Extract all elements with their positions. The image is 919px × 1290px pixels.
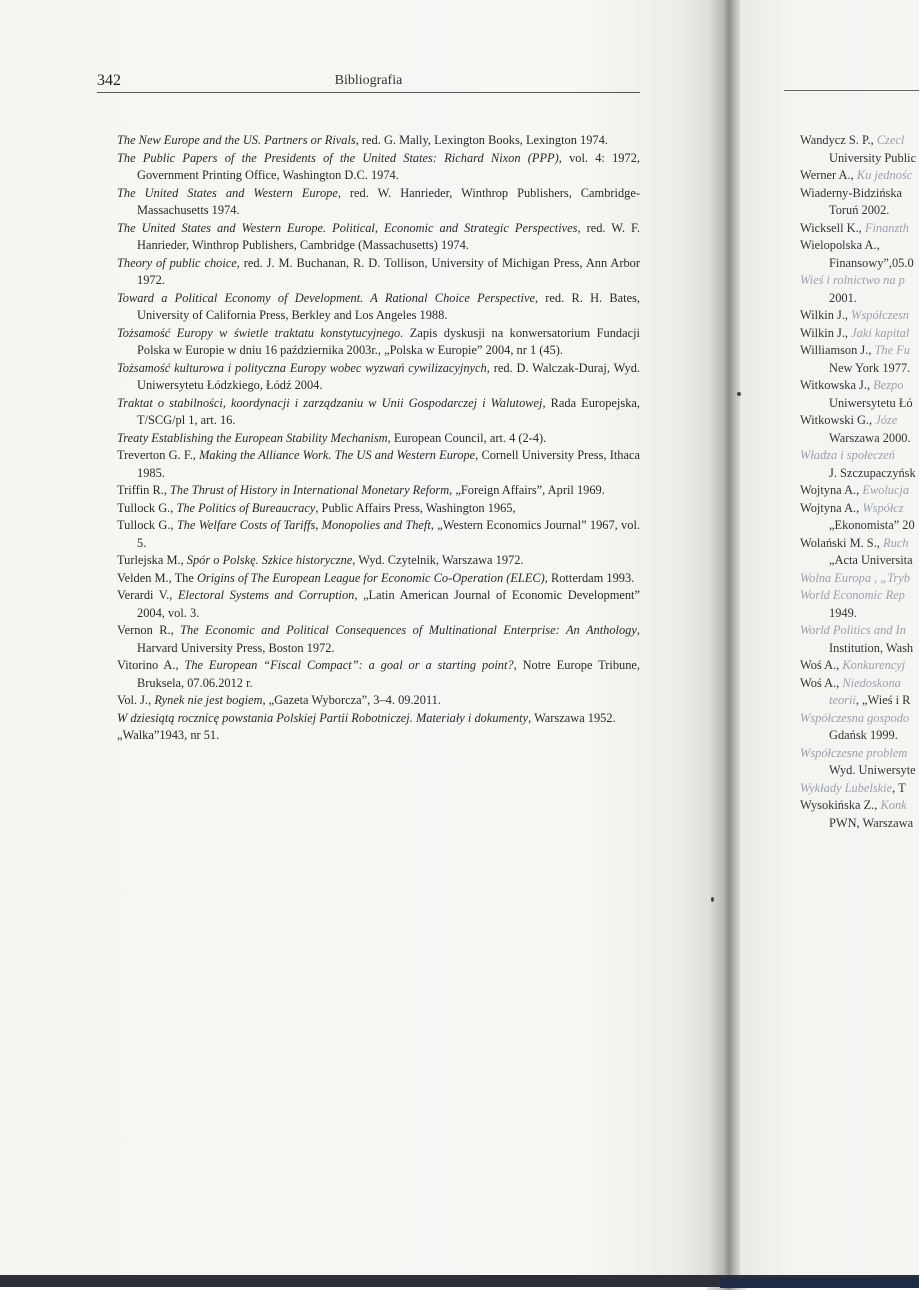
right-page-line (800, 745, 919, 763)
entry-title: Origins of The European League for Economic Co-Operation (ELEC) (196, 570, 545, 585)
line-faded-title: Wieś i rolnictwo na p (800, 273, 905, 287)
line-text: Institution, Wash (829, 640, 914, 655)
entry-author: Vol. J., (117, 693, 155, 707)
right-page-line (800, 447, 919, 465)
bibliography-entry (117, 290, 640, 325)
bibliography-entry (117, 447, 640, 482)
line-text: Witkowska J., (800, 378, 874, 392)
entry-details: , red. R. H. Bates, University of California Press, Berkley and Los Angeles 1988. (137, 290, 640, 322)
line-text: Wandycz S. P., (800, 133, 877, 147)
entry-title: Tożsamość Europy w świetle traktatu konstytucyjnego. (117, 325, 404, 340)
line-text: Wielopolska A., (800, 238, 880, 252)
entry-title: The New Europe and the US. Partners or Rivals (117, 133, 356, 147)
entry-title: The United States and Western Europe (117, 185, 338, 200)
line-text: New York 1977. (829, 360, 911, 375)
entry-author: Turlejska M., (117, 553, 187, 567)
bibliography-entry (117, 657, 640, 692)
line-text: Uniwersytetu Łó (829, 395, 913, 410)
right-page-line (800, 692, 919, 710)
running-title: Bibliografia (334, 73, 403, 88)
right-page-line (800, 167, 919, 185)
right-page-line (800, 220, 919, 238)
line-faded-title: Współcz (862, 500, 904, 515)
entry-details: , Warszawa 1952. (528, 710, 616, 725)
line-text: „Ekonomista” 20 (829, 518, 915, 532)
running-head (97, 72, 640, 93)
right-page-line (800, 185, 919, 203)
right-page-line (800, 430, 919, 448)
right-page-line (800, 377, 919, 395)
line-text: Woś A., (800, 675, 843, 690)
entry-details: , Rotterdam 1993. (544, 570, 635, 585)
bibliography-entry (117, 692, 640, 710)
right-page-line (800, 815, 919, 833)
line-faded-title: Konkurencyj (842, 658, 906, 672)
line-text: Finansowy”,05.0 (829, 255, 914, 270)
entry-details: Zapis dyskusji na konwersatorium Fundacji Polska w Europie w dniu 16 października 2003r., „Polska w Europie” 2004, nr 1 (45). (137, 325, 640, 357)
entry-details: , red. W. F. Hanrieder, Winthrop Publishers, Cambridge (Massachusetts) 1974. (137, 220, 640, 252)
right-page-line (800, 535, 919, 553)
line-text: Wyd. Uniwersyte (829, 763, 916, 777)
entry-details: , „Latin American Journal of Economic Development” 2004, vol. 3. (137, 588, 640, 620)
entry-author: Velden M., The (117, 570, 197, 585)
line-faded-title: Współczesna gospodo (800, 710, 910, 725)
right-page-bibliography-fragment (800, 132, 919, 832)
right-page-line (800, 780, 919, 798)
entry-details: , Harvard University Press, Boston 1972. (137, 623, 640, 655)
entry-details: , vol. 4: 1972, Government Printing Office, Washington D.C. 1974. (137, 150, 640, 182)
line-text-after: , T (892, 780, 906, 795)
line-text: Woś A., (800, 658, 843, 672)
bibliography-entry (117, 552, 640, 570)
entry-author: Tullock G., (117, 518, 177, 532)
line-text: J. Szczupaczyńsk (829, 465, 916, 480)
right-page-line (800, 622, 919, 640)
right-page-line (800, 272, 919, 290)
entry-details: , Public Affairs Press, Washington 1965, (315, 500, 516, 515)
right-page-line (800, 132, 919, 150)
line-faded-title: Jaki kapital (851, 325, 910, 340)
right-page-line (800, 255, 919, 273)
line-text: Toruń 2002. (829, 203, 890, 217)
right-page-line (800, 657, 919, 675)
entry-details: , red. J. M. Buchanan, R. D. Tollison, University of Michigan Press, Ann Arbor 1972. (137, 255, 640, 287)
line-text: Wojtyna A., (800, 500, 863, 515)
entry-author: „Walka”1943, nr 51. (117, 728, 220, 742)
bibliography-entry (117, 185, 640, 220)
bibliography-entry (117, 710, 640, 728)
line-text: Williamson J., (800, 343, 875, 357)
line-faded-title: World Economic Rep (800, 588, 905, 602)
entry-details: , Rada Europejska, T/SCG/pl 1, art. 16. (137, 395, 640, 427)
bibliography-entry (117, 727, 640, 745)
line-text: Wojtyna A., (800, 483, 863, 497)
entry-title: Making the Alliance Work. The US and Western Europe (199, 448, 476, 462)
right-page-line (800, 762, 919, 780)
entry-details: , Cornell University Press, Ithaca 1985. (137, 448, 640, 480)
bibliography-entry (117, 255, 640, 290)
line-text: Werner A., (800, 168, 857, 182)
bibliography-list (117, 132, 640, 745)
entry-author: Vernon R., (117, 623, 181, 637)
right-page-line (800, 570, 919, 588)
entry-author: Verardi V., (117, 588, 178, 602)
bibliography-entry (117, 482, 640, 500)
right-page-line (800, 202, 919, 220)
line-text: Warszawa 2000. (829, 430, 911, 445)
entry-title: Theory of public choice (117, 255, 237, 270)
entry-details: , „Foreign Affairs”, April 1969. (449, 483, 605, 497)
right-page-line (800, 307, 919, 325)
bibliography-entry (117, 360, 640, 395)
entry-details: , red. W. Hanrieder, Winthrop Publishers, Cambridge-Massachusetts 1974. (137, 185, 640, 217)
right-page-line (800, 605, 919, 623)
entry-title: W dziesiątą rocznicę powstania Polskiej Partii Robotniczej. Materiały i dokumenty (117, 710, 529, 725)
line-faded-title: The Fu (874, 343, 910, 357)
right-page-line (800, 482, 919, 500)
line-text: 2001. (829, 290, 857, 305)
bibliography-entry (117, 570, 640, 588)
line-text: Witkowski G., (800, 413, 876, 427)
bibliography-entry (117, 622, 640, 657)
right-page-line (800, 517, 919, 535)
entry-title: The Welfare Costs of Tariffs, Monopolies and Theft (176, 518, 431, 532)
right-page-line (800, 360, 919, 378)
line-faded-title: Bezpo (873, 378, 904, 392)
bibliography-entry (117, 220, 640, 255)
line-faded-title: Władza i społeczeń (800, 448, 895, 462)
entry-title: Treaty Establishing the European Stability Mechanism (117, 430, 388, 445)
entry-details: , Notre Europe Tribune, Bruksela, 07.06.2012 r. (137, 658, 641, 690)
line-faded-title: Niedoskona (842, 675, 901, 690)
bibliography-entry (117, 430, 640, 448)
right-page-line (800, 640, 919, 658)
bibliography-entry (117, 517, 640, 552)
page-number: 342 (97, 72, 121, 89)
line-faded-title: Wykłady Lubelskie (800, 780, 893, 795)
line-faded-title: Ruch (883, 535, 909, 550)
line-faded-title: World Politics and In (800, 623, 906, 637)
line-text: Wilkin J., (800, 308, 852, 322)
line-faded-title: Finanzth (864, 220, 909, 235)
right-page-header-rule (784, 90, 919, 91)
right-page-line (800, 500, 919, 518)
line-faded-title: Współczesn (851, 308, 909, 322)
bibliography-entry (117, 395, 640, 430)
line-text: Wolański M. S., (800, 535, 883, 550)
entry-details: Wyd. Czytelnik, Warszawa 1972. (355, 553, 524, 567)
bibliography-entry (117, 325, 640, 360)
line-text: Wicksell K., (800, 220, 865, 235)
entry-title: Electoral Systems and Corruption (177, 588, 355, 602)
entry-author: Triffin R., (117, 483, 171, 497)
right-page-line (800, 797, 919, 815)
right-page-line (800, 710, 919, 728)
line-text: 1949. (829, 605, 857, 620)
right-page-line (800, 587, 919, 605)
book-cover-edge (720, 1278, 919, 1288)
right-page-line (800, 395, 919, 413)
right-page-line (800, 465, 919, 483)
entry-details: , „Western Economics Journal” 1967, vol. 5. (137, 518, 640, 550)
line-faded-title: Ku jednośc (856, 168, 913, 182)
line-faded-title: teorii (829, 693, 856, 707)
entry-title: The European “Fiscal Compact”: a goal or a starting point? (184, 658, 514, 672)
entry-author: Treverton G. F., (117, 448, 200, 462)
right-page-line (800, 150, 919, 168)
bibliography-entry (117, 150, 640, 185)
bibliography-entry (117, 132, 640, 150)
entry-title: The Politics of Bureaucracy (176, 500, 316, 515)
right-page-line (800, 342, 919, 360)
entry-author: Tullock G., (117, 500, 177, 515)
line-faded-title: Czecl (876, 133, 905, 147)
line-text: Wilkin J., (800, 325, 852, 340)
entry-title: Traktat o stabilności, koordynacji i zarządzaniu w Unii Gospodarczej i Walutowej (117, 395, 543, 410)
line-faded-title: Współczesne problem (800, 745, 908, 760)
entry-title: The Public Papers of the Presidents of the United States: Richard Nixon (PPP) (117, 150, 559, 165)
entry-details: , red. G. Mally, Lexington Books, Lexington 1974. (355, 133, 608, 147)
line-text: Gdańsk 1999. (829, 728, 898, 742)
bibliography-entry (117, 500, 640, 518)
right-page-line (800, 237, 919, 255)
entry-details: , European Council, art. 4 (2-4). (387, 430, 547, 445)
line-faded-title: Ewolucja (862, 483, 910, 497)
bibliography-entry (117, 587, 640, 622)
entry-title: The United States and Western Europe. Political, Economic and Strategic Perspectives (117, 220, 578, 235)
line-faded-title: Józe (875, 413, 898, 427)
entry-title: Toward a Political Economy of Development. A Rational Choice Perspective (117, 290, 535, 305)
right-page-line (800, 290, 919, 308)
entry-details: , „Gazeta Wyborcza”, 3–4. 09.2011. (262, 693, 441, 707)
entry-author: Vitorino A., (117, 658, 185, 672)
entry-title: The Economic and Political Consequences of Multinational Enterprise: An Anthology (180, 623, 637, 637)
line-text: Wiaderny-Bidzińska (800, 185, 903, 200)
line-text: University Public (829, 150, 917, 165)
entry-details: , red. D. Walczak-Duraj, Wyd. Uniwersytetu Łódzkiego, Łódź 2004. (137, 360, 641, 392)
line-faded-title: Wolna Europa , „Tryb (800, 570, 910, 585)
right-page-line (800, 675, 919, 693)
entry-title: The Thrust of History in International Monetary Reform (170, 483, 450, 497)
right-page-line (800, 325, 919, 343)
line-text: „Acta Universita (829, 553, 913, 567)
entry-title: Tożsamość kulturowa i polityczna Europy wobec wyzwań cywilizacyjnych (117, 360, 487, 375)
line-text: PWN, Warszawa (829, 815, 914, 830)
right-page-line (800, 552, 919, 570)
ink-speck (711, 897, 714, 902)
entry-title: Rynek nie jest bogiem (154, 693, 263, 707)
line-faded-title: Konk (880, 798, 907, 812)
right-page-line (800, 412, 919, 430)
ink-speck (737, 392, 741, 396)
line-text-after: , „Wieś i R (855, 693, 911, 707)
line-text: Wysokińska Z., (800, 798, 881, 812)
entry-title: Spór o Polskę. Szkice historyczne, (186, 553, 356, 567)
right-page-line (800, 727, 919, 745)
